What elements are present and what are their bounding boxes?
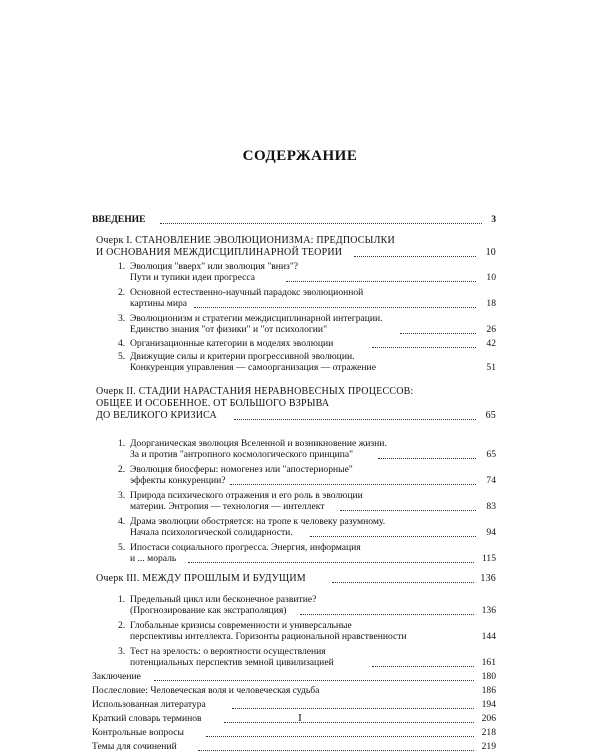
toc-entry-page: 51 (486, 362, 496, 373)
section-number: 1. (118, 261, 126, 272)
section-number: 2. (118, 620, 126, 631)
dot-leader (286, 281, 476, 282)
toc-entry-title: Темы для сочинений (92, 741, 177, 752)
toc-entry-title: Очерк I. СТАНОВЛЕНИЕ ЭВОЛЮЦИОНИЗМА: ПРЕДПОСЫЛКИ (96, 235, 395, 246)
toc-entry-page: 3 (491, 214, 496, 225)
toc-entry-title: Ипостаси социального прогресса. Энергия, информация (130, 542, 361, 553)
toc-entry-title: Эволюция "вверх" или эволюция "вниз"? (130, 261, 299, 272)
section-number: 1. (118, 594, 126, 605)
page-number: I (298, 712, 302, 724)
toc-entry-title-continued: материи. Энтропия — технология — интеллект (130, 501, 325, 512)
toc-entry-page: 161 (481, 657, 496, 668)
toc-entry-title-continued: ОБЩЕЕ И ОСОБЕННОЕ. ОТ БОЛЬШОГО ВЗРЫВА (96, 398, 330, 409)
toc-entry-title: Организационные категории в моделях эволюции (130, 338, 334, 349)
toc-entry-title: Заключение (92, 671, 141, 682)
toc-section-2-2[interactable] (96, 464, 496, 487)
section-number: 2. (118, 287, 126, 298)
toc-entry-page: 42 (486, 338, 496, 349)
toc-entry-page: 83 (486, 501, 496, 512)
toc-entry-title: Использованная литература (92, 699, 206, 710)
toc-entry-page: 18 (486, 298, 496, 309)
toc-section-1-5[interactable] (96, 351, 496, 374)
dot-leader (160, 223, 482, 224)
toc-entry-title: Доорганическая эволюция Вселенной и возникновение жизни. (130, 438, 387, 449)
section-number: 3. (118, 313, 126, 324)
toc-section-1-2[interactable] (96, 287, 496, 310)
toc-entry-page: 94 (486, 527, 496, 538)
toc-essay-2[interactable] (96, 386, 496, 422)
toc-section-2-1[interactable] (96, 438, 496, 461)
toc-entry-title-continued: и ... мораль (130, 553, 177, 564)
toc-entry-review-questions[interactable] (92, 727, 496, 739)
dot-leader (332, 582, 474, 583)
toc-entry-title: Движущие силы и критерии прогрессивной эволюции. (130, 351, 355, 362)
toc-entry-page: 144 (481, 631, 496, 642)
dot-leader (340, 510, 476, 511)
toc-entry-title: Контрольные вопросы (92, 727, 184, 738)
toc-entry-page: 186 (481, 685, 496, 696)
toc-entry-page: 194 (481, 699, 496, 710)
dot-leader (310, 536, 476, 537)
toc-entry-title-continued: эффекты конкуренции? (130, 475, 226, 486)
toc-entry-page: 65 (485, 410, 496, 421)
toc-section-1-3[interactable] (96, 313, 496, 336)
section-number: 3. (118, 646, 126, 657)
section-number: 2. (118, 464, 126, 475)
toc-entry-title: Предельный цикл или бесконечное развитие? (130, 594, 317, 605)
toc-entry-page: 26 (486, 324, 496, 335)
toc-entry-page: 65 (486, 449, 496, 460)
dot-leader (230, 484, 476, 485)
toc-entry-page: 136 (480, 573, 496, 584)
toc-entry-page: 115 (481, 553, 496, 564)
page-title: СОДЕРЖАНИЕ (242, 148, 358, 164)
dot-leader (372, 347, 476, 348)
toc-section-2-3[interactable] (96, 490, 496, 513)
dot-leader (234, 419, 476, 420)
dot-leader (198, 750, 474, 751)
toc-entry-title: Очерк II. СТАДИИ НАРАСТАНИЯ НЕРАВНОВЕСНЫХ ПРОЦЕССОВ: (96, 386, 414, 397)
toc-entry-title-continued: картины мира (130, 298, 188, 309)
toc-entry-page: 10 (486, 272, 496, 283)
toc-entry-title: Краткий словарь терминов (92, 713, 202, 724)
toc-entry-title: Эволюция биосферы: номогенез или "апостериорные" (130, 464, 353, 475)
toc-entry-essay-topics[interactable] (92, 741, 496, 753)
toc-entry-title-continued: Начала психологической солидарности. (130, 527, 293, 538)
toc-entry-title-continued: Конкуренция управления — самоорганизация — отражение (130, 362, 376, 373)
section-number: 4. (118, 338, 126, 349)
toc-entry-title-continued: перспективы интеллекта. Горизонты рациональной нравственности (130, 631, 407, 642)
toc-essay-3[interactable] (96, 573, 496, 585)
toc-entry-title: Глобальные кризисы современности и универсальные (130, 620, 352, 631)
toc-entry-title: Природа психического отражения и его роль в эволюции (130, 490, 363, 501)
toc-entry-page: 180 (481, 671, 496, 682)
dot-leader (194, 307, 476, 308)
dot-leader (372, 666, 474, 667)
toc-section-1-4[interactable] (96, 338, 496, 350)
dot-leader (300, 614, 474, 615)
toc-entry-title: Очерк III. МЕЖДУ ПРОШЛЫМ И БУДУЩИМ (96, 573, 306, 584)
toc-entry-title: Драма эволюции обостряется: на тропе к человеку разумному. (130, 516, 386, 527)
dot-leader (206, 736, 474, 737)
toc-entry-references[interactable] (92, 699, 496, 711)
toc-entry-afterword[interactable] (92, 685, 496, 697)
dot-leader (378, 458, 476, 459)
toc-section-3-1[interactable] (96, 594, 496, 617)
toc-section-2-4[interactable] (96, 516, 496, 539)
toc-entry-conclusion[interactable] (92, 671, 496, 683)
toc-entry-title-continued: ДО ВЕЛИКОГО КРИЗИСА (96, 410, 217, 421)
section-number: 5. (118, 351, 126, 362)
toc-section-3-3[interactable] (96, 646, 496, 669)
toc-section-2-5[interactable] (96, 542, 496, 565)
toc-entry-page: 218 (481, 727, 496, 738)
toc-entry-page: 206 (481, 713, 496, 724)
toc-section-3-2[interactable] (96, 620, 496, 643)
dot-leader (232, 708, 474, 709)
toc-entry-title: Тест на зрелость: о вероятности осуществления (130, 646, 326, 657)
toc-entry-introduction[interactable] (92, 214, 496, 226)
dot-leader (188, 562, 474, 563)
section-number: 4. (118, 516, 126, 527)
toc-entry-title-continued: потенциальных перспектив земной цивилизацией (130, 657, 334, 668)
toc-section-1-1[interactable] (96, 261, 496, 284)
toc-entry-title: ВВЕДЕНИЕ (92, 214, 146, 225)
toc-entry-title-continued: И ОСНОВАНИЯ МЕЖДИСЦИПЛИНАРНОЙ ТЕОРИИ (96, 247, 343, 258)
toc-entry-title: Послесловие: Человеческая воля и человеческая судьба (92, 685, 320, 696)
dot-leader (354, 256, 476, 257)
section-number: 3. (118, 490, 126, 501)
toc-entry-title-continued: За и против "антропного космологического принципа" (130, 449, 354, 460)
dot-leader (400, 333, 476, 334)
toc-entry-title: Основной естественно-научный парадокс эволюционной (130, 287, 364, 298)
toc-entry-title-continued: Единство знания "от физики" и "от психологии" (130, 324, 327, 335)
dot-leader (154, 680, 474, 681)
section-number: 5. (118, 542, 126, 553)
toc-entry-title-continued: Пути и тупики идеи прогресса (130, 272, 255, 283)
section-number: 1. (118, 438, 126, 449)
toc-entry-page: 74 (486, 475, 496, 486)
toc-essay-1[interactable] (96, 235, 496, 259)
toc-entry-page: 10 (485, 247, 496, 258)
toc-entry-page: 136 (481, 605, 496, 616)
toc-entry-title-continued: (Прогнозирование как экстраполяция) (130, 605, 287, 616)
toc-entry-page: 219 (481, 741, 496, 752)
toc-entry-title: Эволюционизм и стратегии междисциплинарной интеграции. (130, 313, 383, 324)
